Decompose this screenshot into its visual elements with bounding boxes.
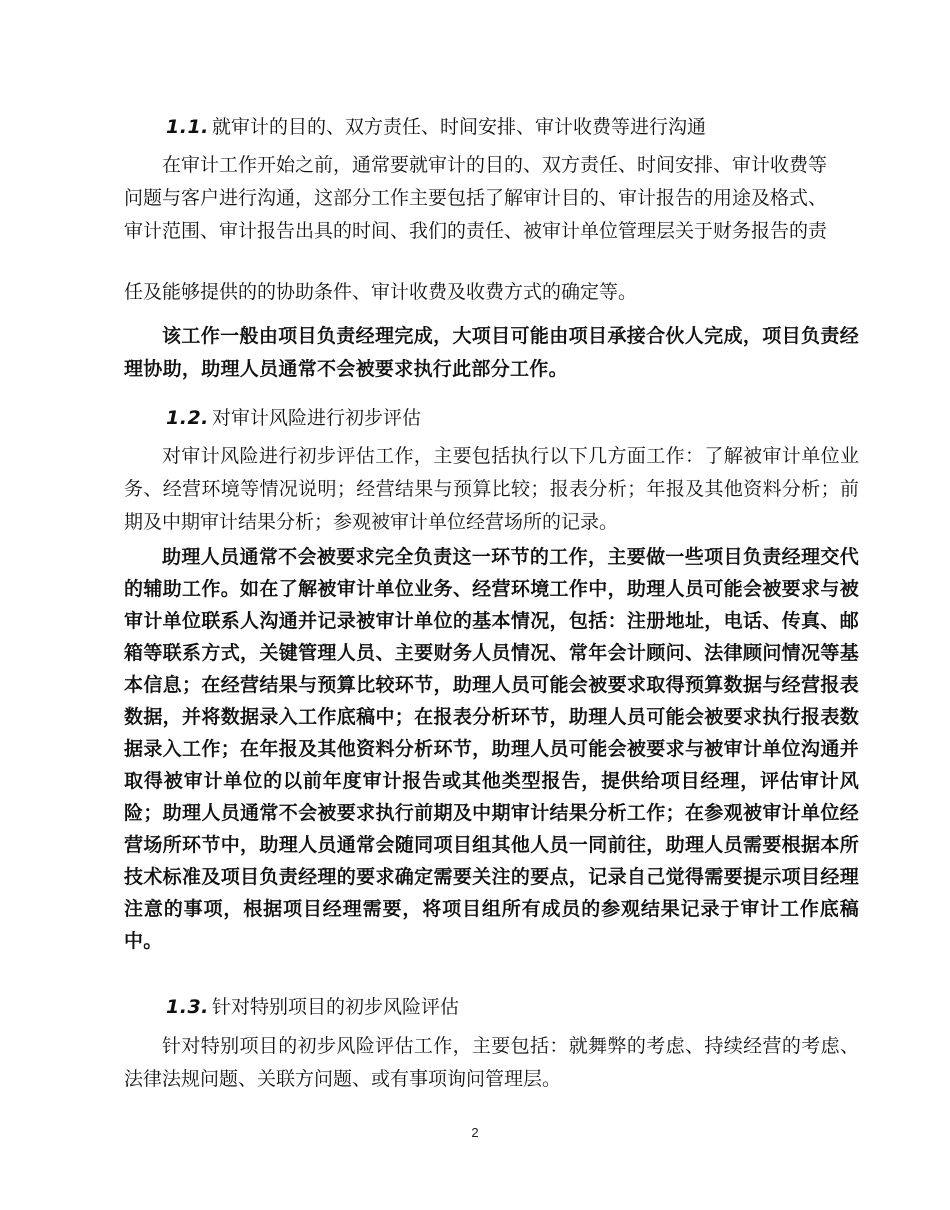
paragraph-line: 任及能够提供的的协助条件、审计收费及收费方式的确定等。 [124, 281, 638, 303]
paragraph: 针对特别项目的初步风险评估工作，主要包括：就舞弊的考虑、持续经营的考虑、法律法规问题、关联方问题、或有事项询问管理层。 [124, 1035, 859, 1090]
paragraph-line: 问题与客户进行沟通，这部分工作主要包括了解审计目的、审计报告的用途及格式、 [124, 187, 828, 209]
paragraph-line: 审计范围、审计报告出具的时间、我们的责任、被审计单位管理层关于财务报告的责 [124, 220, 828, 242]
section-heading-1-2 [166, 403, 421, 430]
paragraph: 该工作一般由项目负责经理完成，大项目可能由项目承接合伙人完成，项目负责经理协助，助理人员通常不会被要求执行此部分工作。 [124, 325, 859, 380]
section-heading-1-3 [166, 992, 459, 1019]
section-title: 针对特别项目的初步风险评估 [212, 996, 460, 1018]
paragraph: 对审计风险进行初步评估工作，主要包括执行以下几方面工作：了解被审计单位业务、经营环境等情况说明；经营结果与预算比较；报表分析；年报及其他资料分析；前期及中期审计结果分析；参观被审计单位经营场所的记录。 [124, 445, 859, 533]
section-number: 1.1. [166, 116, 209, 138]
section-title: 就审计的目的、双方责任、时间安排、审计收费等进行沟通 [212, 116, 707, 138]
paragraph: 助理人员通常不会被要求完全负责这一环节的工作，主要做一些项目负责经理交代的辅助工作。如在了解被审计单位业务、经营环境工作中，助理人员可能会被要求与被审计单位联系人沟通并记录被审计单位的基本情况，包括：注册地址，电话、传真、邮箱等联系方式，关键管理人员、主要财务人员情况、常年会计顾问、法律顾问情况等基本信息；在经营结果与预算比较环节，助理人员可能会被要求取得预算数据与经营报表数据，并将数据录入工作底稿中；在报表分析环节，助理人员可能会被要求执行报表数据录入工作；在年报及其他资料分析环节，助理人员可能会被要求与被审计单位沟通并取得被审计单位的以前年度审计报告或其他类型报告，提供给项目经理，评估审计风险；助理人员通常不会被要求执行前期及中期审计结果分析工作；在参观被审计单位经营场所环节中，助理人员通常会随同项目组其他人员一同前往，助理人员需要根据本所技术标准及项目负责经理的要求确定需要关注的要点，记录自己觉得需要提示项目经理注意的事项，根据项目经理需要，将项目组所有成员的参观结果记录于审计工作底稿中。 [124, 546, 859, 952]
section-title: 对审计风险进行初步评估 [212, 407, 422, 429]
section-number: 1.3. [166, 996, 209, 1018]
section-number: 1.2. [166, 407, 209, 429]
page-number: 2 [471, 1125, 479, 1140]
section-heading-1-1 [166, 112, 706, 139]
paragraph-line: 在审计工作开始之前，通常要就审计的目的、双方责任、时间安排、审计收费等 [162, 154, 828, 176]
